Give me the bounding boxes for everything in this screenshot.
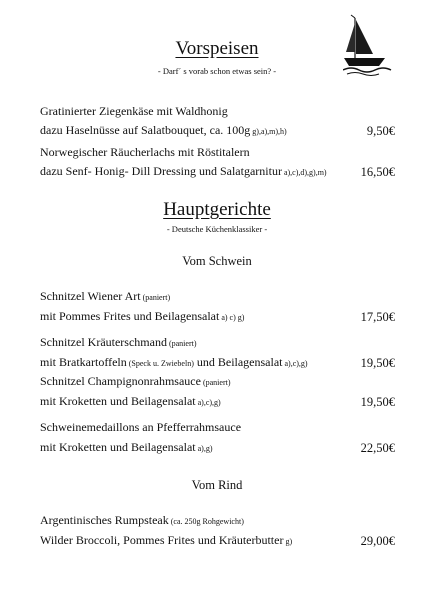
menu-item [40,333,395,373]
item-price: 19,50€ [360,356,395,370]
allergen-codes: a),g) [195,444,213,453]
item-name: Schnitzel Wiener Art (paniert) [40,289,171,303]
allergen-codes: a) c) g) [219,313,245,322]
item-price: 9,50€ [366,124,395,138]
item-description: mit Kroketten und Beilagensalat a),c),g) [40,394,221,408]
menu-item [40,102,395,141]
item-description: mit Bratkartoffeln (Speck u. Zwiebeln) und Beilagensalat a),c),g) [40,355,308,369]
menu-item [40,418,395,458]
item-name: Schweinemedaillons an Pfefferrahmsauce [40,420,242,434]
item-price: 17,50€ [360,310,395,324]
section-subtitle-vorspeisen: - Darf´ s vorab schon etwas sein? - [157,66,277,76]
allergen-codes: a),c),g) [195,398,221,407]
item-price: 16,50€ [360,165,395,179]
item-name: Gratinierter Ziegenkäse mit Waldhonig [40,104,228,118]
item-name: Schnitzel Kräuterschmand (paniert) [40,335,197,349]
section-subtitle-hauptgerichte: - Deutsche Küchenklassiker - [166,224,268,234]
item-name: Argentinisches Rumpsteak (ca. 250g Rohgewicht) [40,513,244,527]
subheading-rind: Vom Rind [191,478,243,492]
section-title-vorspeisen: Vorspeisen [175,38,259,59]
item-description: mit Kroketten und Beilagensalat a),g) [40,440,213,454]
allergen-codes: g),a),m),h) [250,127,287,136]
menu-item [40,143,395,182]
item-description: mit Pommes Frites und Beilagensalat a) c) g) [40,309,245,323]
item-price: 29,00€ [360,534,395,548]
menu-item [40,372,395,412]
allergen-codes: g) [283,537,293,546]
item-description: dazu Haselnüsse auf Salatbouquet, ca. 100g g),a),m),h) [40,123,287,137]
menu-item [40,511,395,551]
allergen-codes: a),c),g) [282,359,308,368]
item-description: Wilder Broccoli, Pommes Frites und Kräuterbutter g) [40,533,293,547]
section-title-hauptgerichte: Hauptgerichte [163,199,271,220]
item-name: Schnitzel Champignonrahmsauce (paniert) [40,374,231,388]
item-description: dazu Senf- Honig- Dill Dressing und Salatgarnitur a),c),d),g),m) [40,164,327,178]
item-price: 22,50€ [360,441,395,455]
item-name: Norwegischer Räucherlachs mit Röstitalern [40,145,250,159]
menu-item [40,287,395,327]
subheading-schwein: Vom Schwein [182,254,252,268]
item-price: 19,50€ [360,395,395,409]
allergen-codes: a),c),d),g),m) [281,168,327,177]
